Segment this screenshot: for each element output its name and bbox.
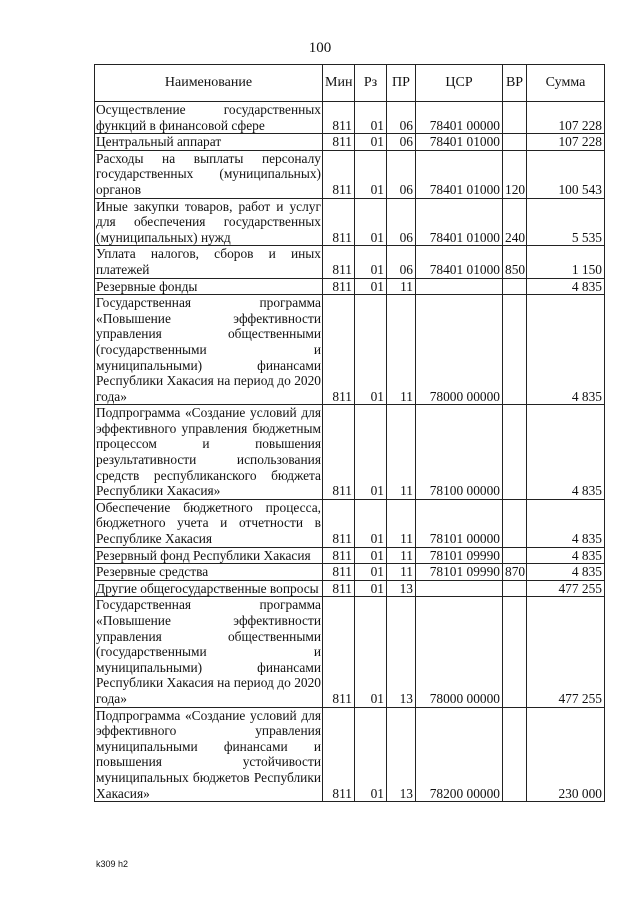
row-rz: 01 bbox=[355, 564, 387, 581]
row-min: 811 bbox=[323, 150, 355, 198]
row-csr: 78100 00000 bbox=[416, 405, 503, 500]
row-min: 811 bbox=[323, 405, 355, 500]
page-number: 100 bbox=[308, 40, 332, 56]
row-rz: 01 bbox=[355, 707, 387, 802]
table-row bbox=[95, 597, 605, 707]
row-csr: 78200 00000 bbox=[416, 707, 503, 802]
document-code: k309 h2 bbox=[96, 859, 129, 869]
row-vr bbox=[503, 597, 527, 707]
table-row bbox=[95, 547, 605, 564]
table-row bbox=[95, 198, 605, 246]
row-pr: 11 bbox=[387, 499, 416, 547]
row-vr bbox=[503, 499, 527, 547]
row-name: Резервный фонд Республики Хакасия bbox=[95, 547, 323, 564]
row-min: 811 bbox=[323, 707, 355, 802]
row-pr: 11 bbox=[387, 278, 416, 295]
header-csr: ЦСР bbox=[416, 65, 503, 102]
row-min: 811 bbox=[323, 597, 355, 707]
row-vr bbox=[503, 102, 527, 134]
row-rz: 01 bbox=[355, 198, 387, 246]
row-name: Подпрограмма «Создание условий для эффективного управления муниципальными финансами и повышения устойчивости муниципальных бюджетов Республики Хакасия» bbox=[96, 707, 321, 801]
row-vr bbox=[503, 707, 527, 802]
row-sum: 100 543 bbox=[527, 150, 605, 198]
row-sum: 4 835 bbox=[527, 499, 605, 547]
row-name: Осуществление государственных функций в финансовой сфере bbox=[96, 102, 321, 133]
header-min: Мин bbox=[323, 65, 355, 102]
row-pr: 06 bbox=[387, 134, 416, 151]
row-min: 811 bbox=[323, 499, 355, 547]
row-sum: 107 228 bbox=[527, 134, 605, 151]
row-rz: 01 bbox=[355, 278, 387, 295]
table-row bbox=[95, 278, 605, 295]
row-rz: 01 bbox=[355, 405, 387, 500]
row-csr: 78401 01000 bbox=[416, 198, 503, 246]
row-sum: 4 835 bbox=[527, 564, 605, 581]
row-sum: 5 535 bbox=[527, 198, 605, 246]
row-min: 811 bbox=[323, 134, 355, 151]
row-pr: 06 bbox=[387, 198, 416, 246]
row-rz: 01 bbox=[355, 134, 387, 151]
row-rz: 01 bbox=[355, 246, 387, 278]
row-rz: 01 bbox=[355, 150, 387, 198]
table-row bbox=[95, 246, 605, 278]
row-name: Государственная программа «Повышение эффективности управления общественными (государственными и муниципальными) финансами Республики Хакасия на период до 2020 года» bbox=[96, 295, 321, 404]
row-csr bbox=[416, 278, 503, 295]
row-name: Государственная программа «Повышение эффективности управления общественными (государственными и муниципальными) финансами Республики Хакасия на период до 2020 года» bbox=[96, 597, 321, 706]
header-rz: Рз bbox=[355, 65, 387, 102]
row-csr bbox=[416, 580, 503, 597]
row-sum: 4 835 bbox=[527, 547, 605, 564]
header-pr: ПР bbox=[387, 65, 416, 102]
row-rz: 01 bbox=[355, 295, 387, 405]
row-name: Уплата налогов, сборов и иных платежей bbox=[96, 246, 321, 277]
row-name: Расходы на выплаты персоналу государственных (муниципальных) органов bbox=[96, 150, 321, 197]
row-pr: 13 bbox=[387, 707, 416, 802]
row-vr bbox=[503, 278, 527, 295]
row-name: Центральный аппарат bbox=[95, 134, 323, 151]
row-min: 811 bbox=[323, 580, 355, 597]
row-vr bbox=[503, 547, 527, 564]
row-sum: 4 835 bbox=[527, 405, 605, 500]
row-vr bbox=[503, 580, 527, 597]
row-sum: 1 150 bbox=[527, 246, 605, 278]
row-min: 811 bbox=[323, 198, 355, 246]
row-name: Другие общегосударственные вопросы bbox=[95, 580, 323, 597]
row-pr: 06 bbox=[387, 246, 416, 278]
row-name: Обеспечение бюджетного процесса, бюджетного учета и отчетности в Республике Хакасия bbox=[96, 499, 321, 547]
row-min: 811 bbox=[323, 564, 355, 581]
row-pr: 13 bbox=[387, 580, 416, 597]
table-row bbox=[95, 580, 605, 597]
row-rz: 01 bbox=[355, 499, 387, 547]
row-sum: 477 255 bbox=[527, 597, 605, 707]
table-row bbox=[95, 564, 605, 581]
row-csr: 78401 01000 bbox=[416, 246, 503, 278]
row-pr: 11 bbox=[387, 295, 416, 405]
row-sum: 477 255 bbox=[527, 580, 605, 597]
row-vr bbox=[503, 134, 527, 151]
row-pr: 13 bbox=[387, 597, 416, 707]
table-row bbox=[95, 102, 605, 134]
row-csr: 78101 09990 bbox=[416, 564, 503, 581]
row-rz: 01 bbox=[355, 580, 387, 597]
row-csr: 78101 00000 bbox=[416, 499, 503, 547]
row-rz: 01 bbox=[355, 102, 387, 134]
row-min: 811 bbox=[323, 246, 355, 278]
row-pr: 06 bbox=[387, 102, 416, 134]
row-name: Резервные средства bbox=[95, 564, 323, 581]
row-csr: 78401 01000 bbox=[416, 134, 503, 151]
table-row bbox=[95, 707, 605, 802]
table-header-row bbox=[95, 65, 605, 102]
header-sum: Сумма bbox=[527, 65, 605, 102]
budget-table bbox=[94, 64, 605, 802]
table-row bbox=[95, 499, 605, 547]
row-name: Резервные фонды bbox=[95, 278, 323, 295]
row-vr bbox=[503, 295, 527, 405]
row-rz: 01 bbox=[355, 597, 387, 707]
row-csr: 78000 00000 bbox=[416, 597, 503, 707]
row-sum: 4 835 bbox=[527, 278, 605, 295]
header-vr: ВР bbox=[503, 65, 527, 102]
row-vr bbox=[503, 405, 527, 500]
row-sum: 230 000 bbox=[527, 707, 605, 802]
table-row bbox=[95, 150, 605, 198]
table-row bbox=[95, 295, 605, 405]
row-csr: 78401 00000 bbox=[416, 102, 503, 134]
row-vr: 120 bbox=[503, 150, 527, 198]
table-row bbox=[95, 134, 605, 151]
row-vr: 850 bbox=[503, 246, 527, 278]
row-min: 811 bbox=[323, 278, 355, 295]
row-pr: 11 bbox=[387, 564, 416, 581]
row-min: 811 bbox=[323, 295, 355, 405]
row-pr: 11 bbox=[387, 547, 416, 564]
row-pr: 06 bbox=[387, 150, 416, 198]
row-vr: 240 bbox=[503, 198, 527, 246]
row-csr: 78000 00000 bbox=[416, 295, 503, 405]
row-csr: 78401 01000 bbox=[416, 150, 503, 198]
row-name: Подпрограмма «Создание условий для эффективного управления бюджетным процессом и повышения результативности использования средств республиканского бюджета Республики Хакасия» bbox=[96, 405, 321, 499]
row-pr: 11 bbox=[387, 405, 416, 500]
row-sum: 107 228 bbox=[527, 102, 605, 134]
table-row bbox=[95, 405, 605, 500]
row-vr: 870 bbox=[503, 564, 527, 581]
row-csr: 78101 09990 bbox=[416, 547, 503, 564]
row-min: 811 bbox=[323, 102, 355, 134]
header-name: Наименование bbox=[95, 65, 323, 102]
row-sum: 4 835 bbox=[527, 295, 605, 405]
row-name: Иные закупки товаров, работ и услуг для обеспечения государственных (муниципальных) нужд bbox=[96, 198, 321, 245]
row-min: 811 bbox=[323, 547, 355, 564]
row-rz: 01 bbox=[355, 547, 387, 564]
